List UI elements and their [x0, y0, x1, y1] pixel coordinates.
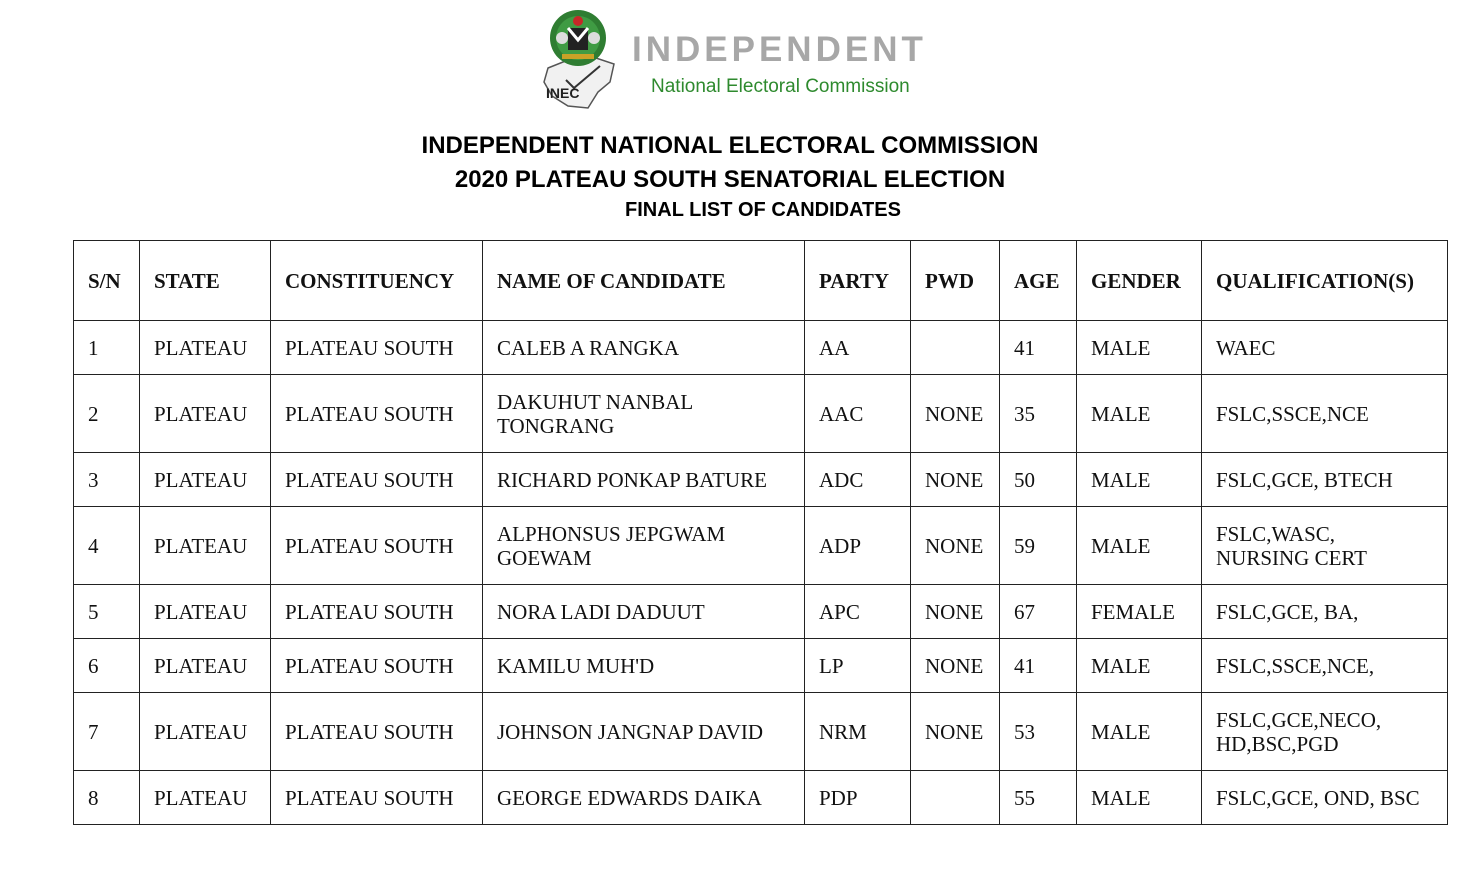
column-header-constituency: CONSTITUENCY [271, 241, 483, 321]
cell-age: 59 [1000, 507, 1077, 585]
column-header-age: AGE [1000, 241, 1077, 321]
candidates-table [73, 240, 1448, 825]
table-row [74, 507, 1448, 585]
cell-party: ADP [805, 507, 911, 585]
cell-constituency: PLATEAU SOUTH [271, 639, 483, 693]
inec-logo [538, 8, 938, 112]
cell-sn: 5 [74, 585, 140, 639]
table-row [74, 453, 1448, 507]
logo-wordmark: INDEPENDENT [632, 30, 927, 69]
inec-emblem-icon [538, 8, 630, 112]
cell-party: AA [805, 321, 911, 375]
cell-gender: MALE [1077, 321, 1202, 375]
cell-qualification: FSLC,SSCE,NCE, [1202, 639, 1448, 693]
cell-state: PLATEAU [140, 771, 271, 825]
table-row [74, 639, 1448, 693]
election-title: 2020 PLATEAU SOUTH SENATORIAL ELECTION [454, 166, 1006, 193]
document-title: INDEPENDENT NATIONAL ELECTORAL COMMISSION [421, 132, 1039, 159]
cell-name: JOHNSON JANGNAP DAVID [483, 693, 805, 771]
cell-gender: MALE [1077, 771, 1202, 825]
cell-age: 67 [1000, 585, 1077, 639]
cell-constituency: PLATEAU SOUTH [271, 693, 483, 771]
cell-party: NRM [805, 693, 911, 771]
logo-tagline: National Electoral Commission [651, 76, 910, 97]
cell-gender: MALE [1077, 639, 1202, 693]
cell-age: 41 [1000, 639, 1077, 693]
cell-qualification: FSLC,GCE,NECO, HD,BSC,PGD [1202, 693, 1448, 771]
cell-qualification: FSLC,GCE, BTECH [1202, 453, 1448, 507]
cell-constituency: PLATEAU SOUTH [271, 375, 483, 453]
svg-text:INEC: INEC [546, 85, 580, 101]
cell-pwd: NONE [911, 585, 1000, 639]
column-header-name: NAME OF CANDIDATE [483, 241, 805, 321]
cell-pwd: NONE [911, 693, 1000, 771]
cell-name: GEORGE EDWARDS DAIKA [483, 771, 805, 825]
cell-party: APC [805, 585, 911, 639]
cell-party: PDP [805, 771, 911, 825]
cell-state: PLATEAU [140, 585, 271, 639]
cell-gender: MALE [1077, 507, 1202, 585]
cell-party: AAC [805, 375, 911, 453]
cell-state: PLATEAU [140, 693, 271, 771]
cell-party: LP [805, 639, 911, 693]
column-header-pwd: PWD [911, 241, 1000, 321]
cell-gender: MALE [1077, 693, 1202, 771]
cell-name: NORA LADI DADUUT [483, 585, 805, 639]
table-row [74, 375, 1448, 453]
cell-name: DAKUHUT NANBAL TONGRANG [483, 375, 805, 453]
cell-sn: 7 [74, 693, 140, 771]
cell-qualification: FSLC,SSCE,NCE [1202, 375, 1448, 453]
cell-state: PLATEAU [140, 507, 271, 585]
cell-pwd: NONE [911, 507, 1000, 585]
cell-pwd [911, 771, 1000, 825]
cell-constituency: PLATEAU SOUTH [271, 771, 483, 825]
cell-party: ADC [805, 453, 911, 507]
cell-name: CALEB A RANGKA [483, 321, 805, 375]
cell-state: PLATEAU [140, 321, 271, 375]
cell-pwd: NONE [911, 453, 1000, 507]
column-header-sn: S/N [74, 241, 140, 321]
table-header-row [74, 241, 1448, 321]
cell-constituency: PLATEAU SOUTH [271, 453, 483, 507]
cell-constituency: PLATEAU SOUTH [271, 321, 483, 375]
table-row [74, 585, 1448, 639]
cell-state: PLATEAU [140, 639, 271, 693]
cell-pwd [911, 321, 1000, 375]
column-header-gender: GENDER [1077, 241, 1202, 321]
cell-gender: FEMALE [1077, 585, 1202, 639]
list-title: FINAL LIST OF CANDIDATES [625, 199, 901, 221]
table-row [74, 321, 1448, 375]
cell-name: ALPHONSUS JEPGWAM GOEWAM [483, 507, 805, 585]
table-row [74, 771, 1448, 825]
cell-name: RICHARD PONKAP BATURE [483, 453, 805, 507]
cell-constituency: PLATEAU SOUTH [271, 507, 483, 585]
cell-qualification: WAEC [1202, 321, 1448, 375]
cell-state: PLATEAU [140, 375, 271, 453]
cell-age: 50 [1000, 453, 1077, 507]
table-row [74, 693, 1448, 771]
cell-gender: MALE [1077, 375, 1202, 453]
cell-sn: 3 [74, 453, 140, 507]
cell-qualification: FSLC,GCE, OND, BSC [1202, 771, 1448, 825]
cell-sn: 2 [74, 375, 140, 453]
cell-sn: 6 [74, 639, 140, 693]
cell-age: 35 [1000, 375, 1077, 453]
column-header-state: STATE [140, 241, 271, 321]
cell-state: PLATEAU [140, 453, 271, 507]
cell-age: 53 [1000, 693, 1077, 771]
column-header-party: PARTY [805, 241, 911, 321]
cell-sn: 8 [74, 771, 140, 825]
column-header-qualification: QUALIFICATION(S) [1202, 241, 1448, 321]
cell-sn: 4 [74, 507, 140, 585]
cell-gender: MALE [1077, 453, 1202, 507]
cell-pwd: NONE [911, 639, 1000, 693]
cell-qualification: FSLC,GCE, BA, [1202, 585, 1448, 639]
cell-constituency: PLATEAU SOUTH [271, 585, 483, 639]
cell-sn: 1 [74, 321, 140, 375]
cell-age: 41 [1000, 321, 1077, 375]
cell-qualification: FSLC,WASC, NURSING CERT [1202, 507, 1448, 585]
cell-pwd: NONE [911, 375, 1000, 453]
cell-age: 55 [1000, 771, 1077, 825]
cell-name: KAMILU MUH'D [483, 639, 805, 693]
